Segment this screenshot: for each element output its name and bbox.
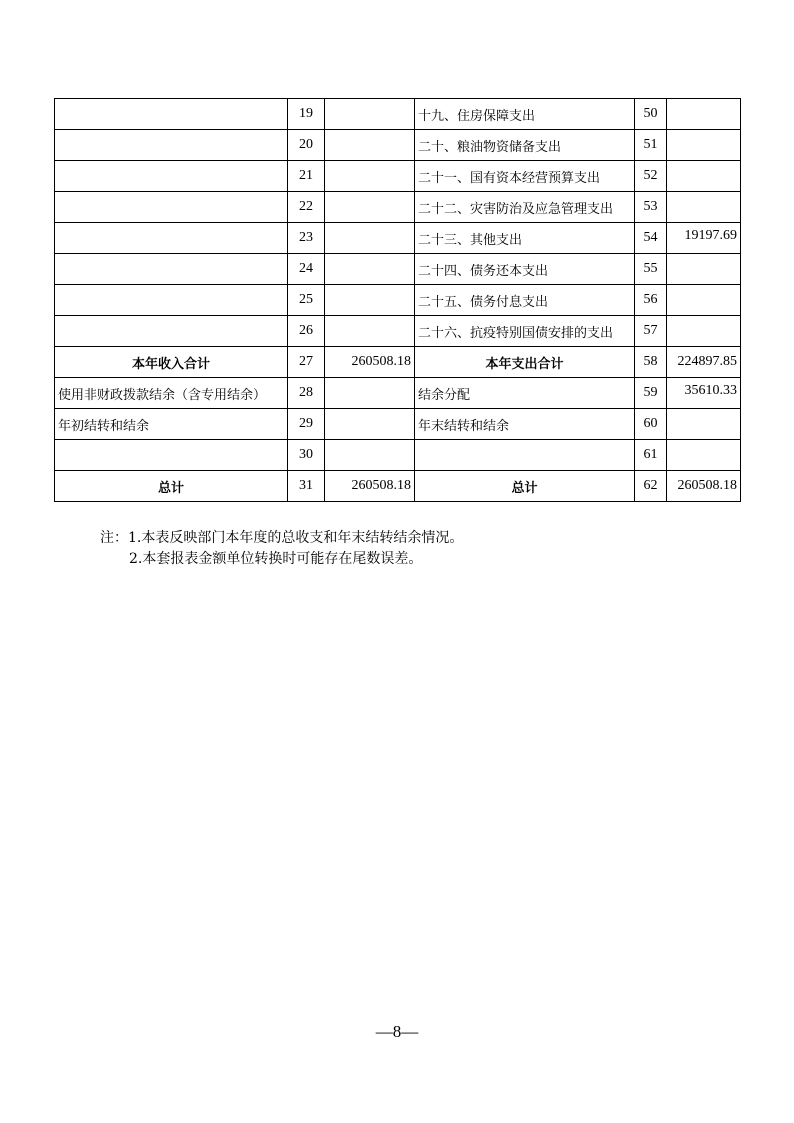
expense-amount	[667, 130, 741, 161]
income-row-number: 20	[288, 130, 325, 161]
income-amount	[325, 99, 415, 130]
income-row-number: 21	[288, 161, 325, 192]
income-subtotal-label: 本年收入合计	[55, 347, 288, 378]
expense-item-label: 二十一、国有资本经营预算支出	[415, 161, 635, 192]
expense-amount	[667, 254, 741, 285]
income-item-label	[55, 192, 288, 223]
expense-amount	[667, 161, 741, 192]
expense-item-label: 二十五、债务付息支出	[415, 285, 635, 316]
note-line-2: 2.本套报表金额单位转换时可能存在尾数误差。	[129, 551, 423, 567]
expense-amount	[667, 316, 741, 347]
income-row-number: 26	[288, 316, 325, 347]
expense-row-number: 55	[635, 254, 667, 285]
table-row	[55, 285, 741, 316]
income-row-number: 27	[288, 347, 325, 378]
expense-amount	[667, 192, 741, 223]
expense-item-label: 年末结转和结余	[415, 409, 635, 440]
income-item-label	[55, 254, 288, 285]
expense-amount	[667, 440, 741, 471]
table-row	[55, 161, 741, 192]
expense-row-number: 59	[635, 378, 667, 409]
expense-amount	[667, 285, 741, 316]
expense-subtotal-amount: 224897.85	[667, 347, 741, 378]
expense-row-number: 60	[635, 409, 667, 440]
expense-row-number: 50	[635, 99, 667, 130]
page-number: —8—	[375, 1022, 419, 1041]
income-item-label	[55, 223, 288, 254]
expense-item-label: 结余分配	[415, 378, 635, 409]
expense-item-label: 二十二、灾害防治及应急管理支出	[415, 192, 635, 223]
expense-item-label: 二十、粮油物资储备支出	[415, 130, 635, 161]
table-row	[55, 223, 741, 254]
income-amount	[325, 254, 415, 285]
table-row	[55, 378, 741, 409]
note-line-1: 注：1.本表反映部门本年度的总收支和年末结转结余情况。	[100, 530, 464, 546]
income-total-label: 总计	[55, 471, 288, 502]
expense-item-label: 十九、住房保障支出	[415, 99, 635, 130]
expense-total-label: 总计	[415, 471, 635, 502]
expense-amount: 35610.33	[667, 378, 741, 409]
income-amount	[325, 161, 415, 192]
table-row	[55, 99, 741, 130]
expense-amount	[667, 409, 741, 440]
income-item-label: 使用非财政拨款结余（含专用结余）	[55, 378, 288, 409]
income-row-number: 29	[288, 409, 325, 440]
income-item-label	[55, 316, 288, 347]
expense-row-number: 51	[635, 130, 667, 161]
expense-amount: 19197.69	[667, 223, 741, 254]
expense-item-label: 二十三、其他支出	[415, 223, 635, 254]
expense-row-number: 58	[635, 347, 667, 378]
income-amount	[325, 378, 415, 409]
income-item-label	[55, 130, 288, 161]
table-row	[55, 347, 741, 378]
income-amount	[325, 223, 415, 254]
table-row	[55, 409, 741, 440]
income-row-number: 23	[288, 223, 325, 254]
expense-row-number: 53	[635, 192, 667, 223]
income-total-amount: 260508.18	[325, 471, 415, 502]
income-item-label	[55, 161, 288, 192]
income-item-label	[55, 285, 288, 316]
income-row-number: 31	[288, 471, 325, 502]
income-row-number: 25	[288, 285, 325, 316]
expense-row-number: 52	[635, 161, 667, 192]
budget-summary-table	[54, 98, 741, 502]
expense-row-number: 54	[635, 223, 667, 254]
expense-row-number: 62	[635, 471, 667, 502]
income-amount	[325, 130, 415, 161]
income-amount	[325, 192, 415, 223]
expense-row-number: 61	[635, 440, 667, 471]
table-row	[55, 192, 741, 223]
table-row	[55, 316, 741, 347]
expense-subtotal-label: 本年支出合计	[415, 347, 635, 378]
table-notes	[100, 528, 463, 570]
expense-row-number: 56	[635, 285, 667, 316]
table-row	[55, 471, 741, 502]
income-row-number: 22	[288, 192, 325, 223]
table-row	[55, 254, 741, 285]
expense-total-amount: 260508.18	[667, 471, 741, 502]
income-subtotal-amount: 260508.18	[325, 347, 415, 378]
income-row-number: 28	[288, 378, 325, 409]
income-row-number: 19	[288, 99, 325, 130]
income-amount	[325, 409, 415, 440]
income-item-label	[55, 440, 288, 471]
expense-row-number: 57	[635, 316, 667, 347]
income-row-number: 30	[288, 440, 325, 471]
income-amount	[325, 285, 415, 316]
income-item-label: 年初结转和结余	[55, 409, 288, 440]
expense-item-label: 二十四、债务还本支出	[415, 254, 635, 285]
income-row-number: 24	[288, 254, 325, 285]
table-row	[55, 130, 741, 161]
income-amount	[325, 440, 415, 471]
expense-amount	[667, 99, 741, 130]
income-amount	[325, 316, 415, 347]
table-row	[55, 440, 741, 471]
expense-item-label: 二十六、抗疫特别国债安排的支出	[415, 316, 635, 347]
expense-item-label	[415, 440, 635, 471]
income-item-label	[55, 99, 288, 130]
